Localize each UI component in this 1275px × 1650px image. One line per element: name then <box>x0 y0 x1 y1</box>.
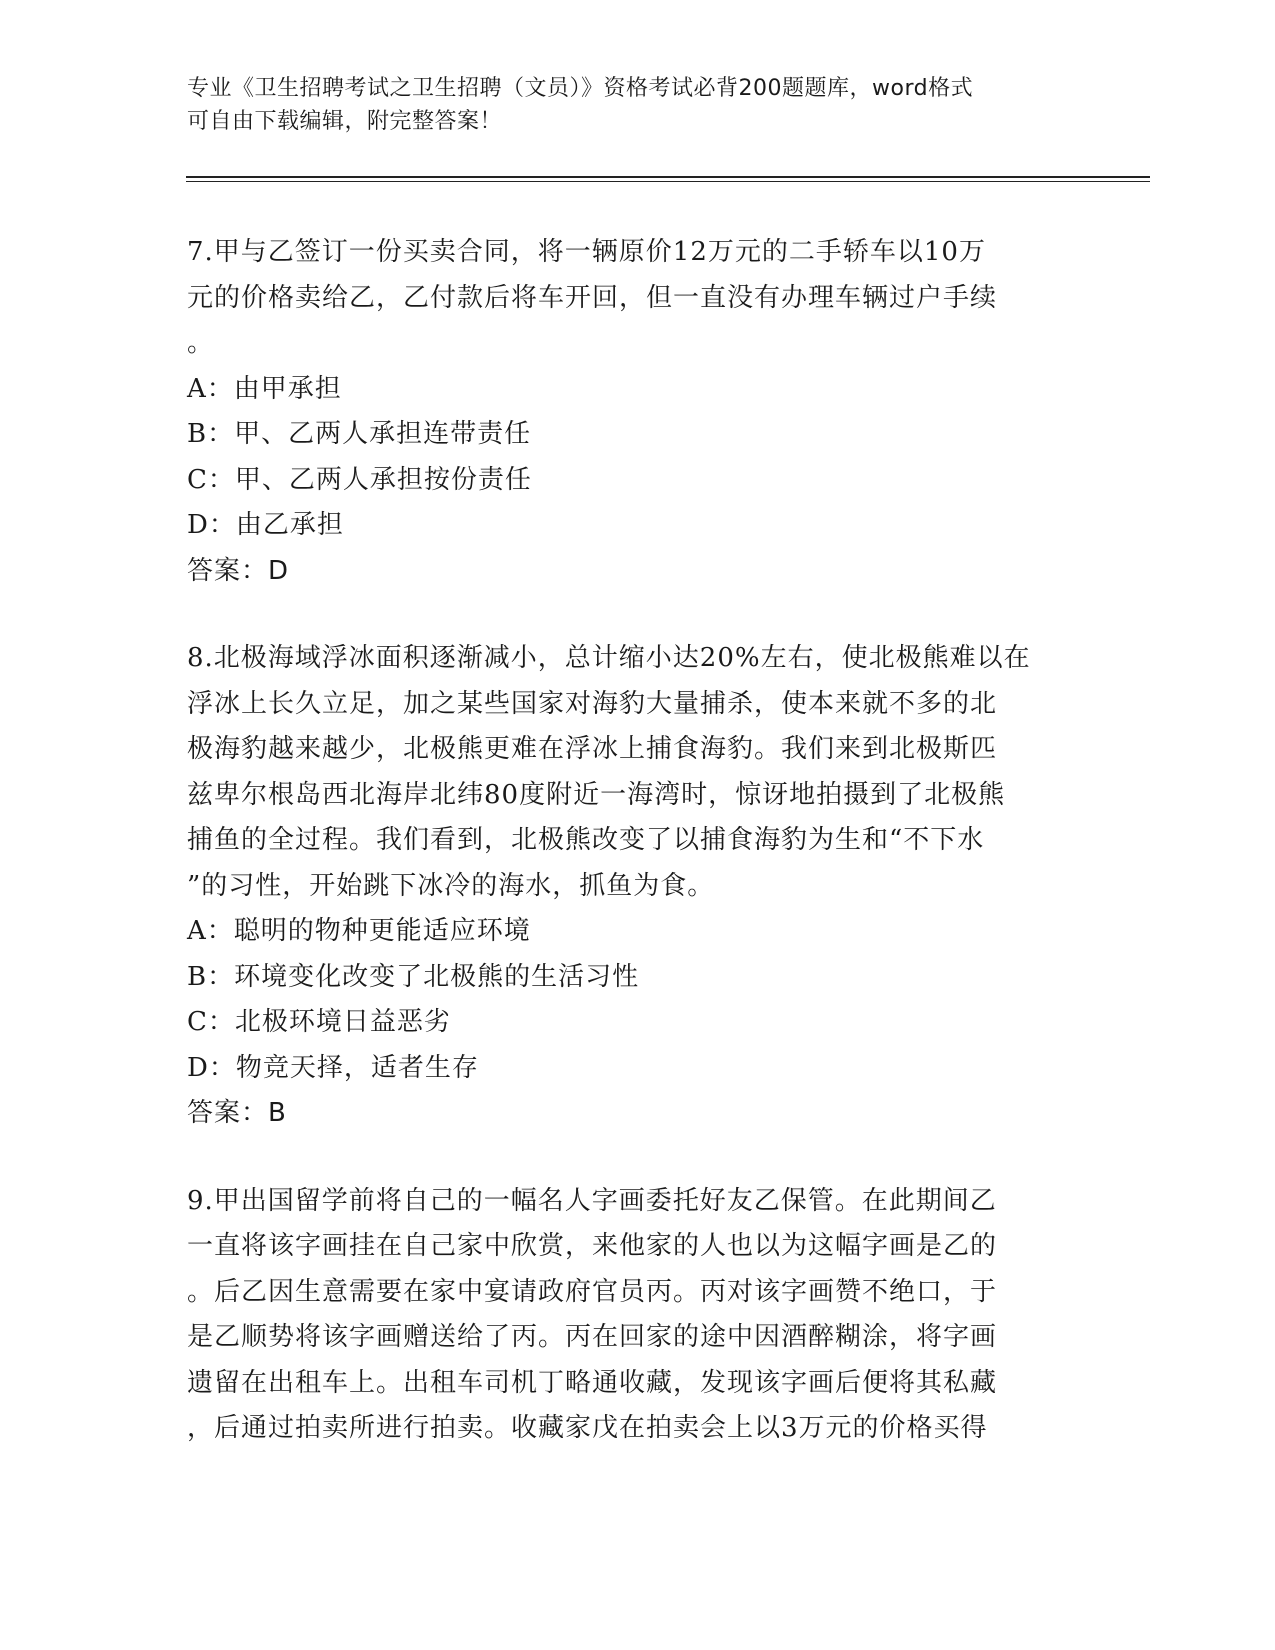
option-b: B：甲、乙两人承担连带责任 <box>187 419 532 449</box>
header-line: 专业《卫生招聘考试之卫生招聘（文员）》资格考试必背200题题库，word格式 <box>187 76 974 101</box>
question-text-line: ，后通过拍卖所进行拍卖。收藏家戊在拍卖会上以3万元的价格买得 <box>187 1413 988 1443</box>
question-list <box>187 230 1087 1452</box>
question-text-line: 8.北极海域浮冰面积逐渐减小，总计缩小达20%左右，使北极熊难以在 <box>187 643 1031 673</box>
question-9 <box>187 1179 1087 1452</box>
option-c: C：甲、乙两人承担按份责任 <box>187 464 532 495</box>
option-a: A：聪明的物种更能适应环境 <box>187 916 531 946</box>
header-line: 可自由下载编辑，附完整答案！ <box>187 109 503 134</box>
question-text-line: ”的习性，开始跳下冰冷的海水，抓鱼为食。 <box>187 870 715 901</box>
question-text-line: 元的价格卖给乙，乙付款后将车开回，但一直没有办理车辆过户手续 <box>187 282 998 313</box>
option-d: D：物竞天择，适者生存 <box>187 1052 479 1083</box>
option-a: A：由甲承担 <box>187 373 342 404</box>
question-8 <box>187 636 1087 1137</box>
question-text-line: 。 <box>187 328 215 358</box>
option-c: C：北极环境日益恶劣 <box>187 1007 451 1037</box>
answer-label: 答案：B <box>187 1098 287 1128</box>
question-7 <box>187 230 1087 594</box>
question-text-line: 7.甲与乙签订一份买卖合同，将一辆原价12万元的二手轿车以10万 <box>187 237 986 267</box>
question-spacer <box>187 594 1087 636</box>
header-divider-thin <box>186 181 1150 182</box>
question-spacer <box>187 1137 1087 1179</box>
question-text-line: 一直将该字画挂在自己家中欣赏，来他家的人也以为这幅字画是乙的 <box>187 1231 998 1261</box>
question-text-line: 遗留在出租车上。出租车司机丁略通收藏，发现该字画后便将其私藏 <box>187 1367 998 1398</box>
question-text-line: 捕鱼的全过程。我们看到，北极熊改变了以捕食海豹为生和“不下水 <box>187 825 985 855</box>
option-d: D：由乙承担 <box>187 510 344 540</box>
option-b: B：环境变化改变了北极熊的生活习性 <box>187 961 640 992</box>
document-header <box>187 72 1087 138</box>
question-text-line: 9.甲出国留学前将自己的一幅名人字画委托好友乙保管。在此期间乙 <box>187 1185 997 1216</box>
question-text-line: 。后乙因生意需要在家中宴请政府官员丙。丙对该字画赞不绝口，于 <box>187 1276 998 1307</box>
answer-label: 答案：D <box>187 555 290 586</box>
question-text-line: 是乙顺势将该字画赠送给了丙。丙在回家的途中因酒醉糊涂，将字画 <box>187 1322 998 1352</box>
question-text-line: 浮冰上长久立足，加之某些国家对海豹大量捕杀，使本来就不多的北 <box>187 688 998 719</box>
question-text-line: 兹卑尔根岛西北海岸北纬80度附近一海湾时，惊讶地拍摄到了北极熊 <box>187 779 1006 810</box>
question-text-line: 极海豹越来越少，北极熊更难在浮冰上捕食海豹。我们来到北极斯匹 <box>187 734 998 764</box>
header-divider-thick <box>186 176 1150 178</box>
